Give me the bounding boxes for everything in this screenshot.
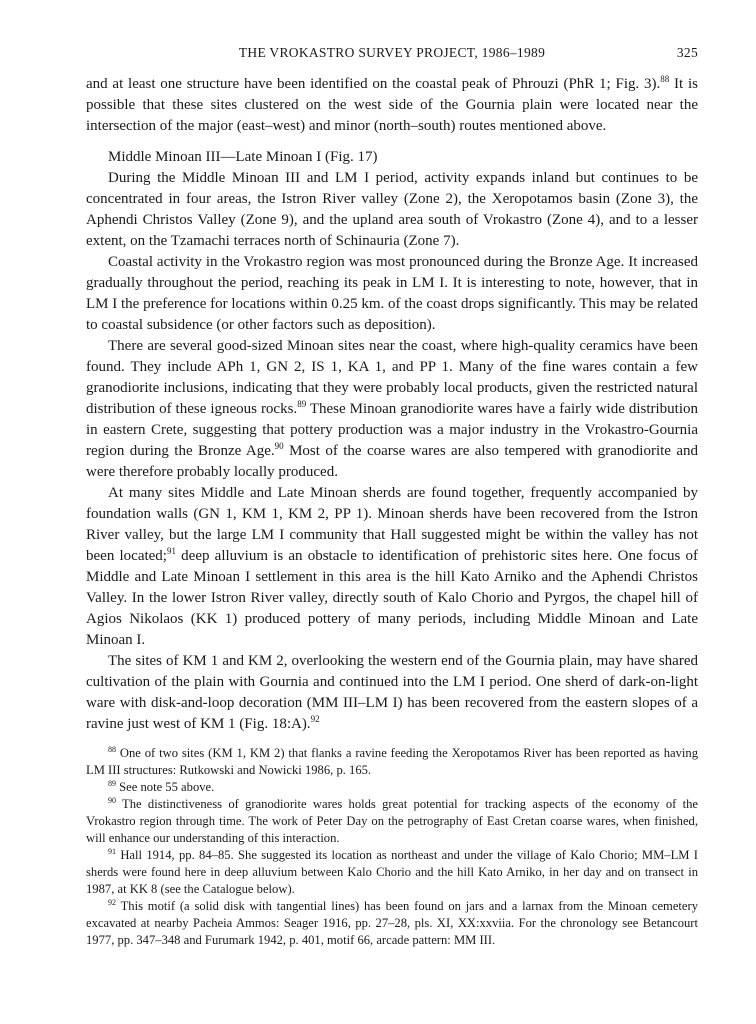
note-ref-91: 91	[166, 546, 176, 556]
note-ref-92: 92	[310, 714, 320, 724]
paragraph-km-sites: The sites of KM 1 and KM 2, overlooking the western end of the Gournia plain, may have shared cultivation of the plain with Gournia and continued into the LM I period. One sherd of dark-on-light ware with disk-and-loop decoration (MM III–LM I) has been recovered from the eastern slopes of a ravine just west of KM 1 (Fig. 18:A).$^{92}$	[86, 653, 698, 732]
journal-page	[86, 40, 698, 949]
running-title: THE VROKASTRO SURVEY PROJECT, 1986–1989	[238, 45, 546, 60]
paragraph-continued: and at least one structure have been identified on the coastal peak of Phrouzi (PhR 1; Fig. 3).$^{88}$ It is possible that these sites clustered on the west side of the Gournia plain were located near the intersection of the major (east–west) and minor (north–south) routes mentioned above.	[86, 74, 698, 134]
body-text	[86, 74, 698, 735]
paragraph-coastal: Coastal activity in the Vrokastro region was most pronounced during the Bronze Age. It increased gradually throughout the period, reaching its peak in LM I. It is interesting to note, however, that in LM I the preference for locations within 0.25 km. of the coast drops significantly. This may be related to coastal subsidence (or other factors such as deposition).	[86, 254, 698, 333]
paragraph-sherds: At many sites Middle and Late Minoan sherds are found together, frequently accompanied by foundation walls (GN 1, KM 1, KM 2, PP 1). Minoan sherds have been recovered from the Istron River valley, but the large LM I community that Hall suggested might be within the valley has not been located;$^{91}$ deep alluvium is an obstacle to identification of prehistoric sites here. One focus of Middle and Late Minoan I settlement in this area is the hill Kato Arniko and the Aphendi Christos Valley. In the lower Istron River valley, directly south of Kalo Chorio and Pyrgos, the chapel hill of Agios Nikolaos (KK 1) produced pottery of many periods, including Middle Minoan and Late Minoan I.	[86, 485, 699, 648]
footnote: $^{88}$ One of two sites (KM 1, KM 2) that flanks a ravine feeding the Xeropotamos River has been reported as having LM III structures: Rutkowski and Nowicki 1986, p. 165.	[86, 745, 698, 777]
footnotes	[86, 745, 698, 949]
footnote: $^{91}$ Hall 1914, pp. 84–85. She suggested its location as northeast and under the village of Kalo Chorio; MM–LM I sherds were found here in deep alluvium between Kalo Chorio and the hill Kato Arniko, in her day and on transect in 1987, at KK 8 (see the Catalogue below).	[86, 847, 698, 896]
paragraph-minoan-sites: There are several good-sized Minoan sites near the coast, where high-quality ceramics have been found. They include APh 1, GN 2, IS 1, KA 1, and PP 1. Many of the fine wares contain a few granodiorite inclusions, indicating that they were probably local products, given the restricted natural distribution of these igneous rocks.$^{89}$ These Minoan granodiorite wares have a fairly wide distribution in eastern Crete, suggesting that pottery production was a major industry in the Vrokastro-Gournia region during the Bronze Age.$^{90}$ Most of the coarse wares are also tempered with granodiorite and were therefore probably locally produced.	[86, 338, 699, 480]
section-heading: Middle Minoan III—Late Minoan I (Fig. 17)	[108, 149, 378, 165]
note-ref-90: 90	[274, 441, 284, 451]
footnote: $^{92}$ This motif (a solid disk with tangential lines) has been found on jars and a larnax from the Minoan cemetery excavated at nearby Pacheia Ammos: Seager 1916, pp. 27–28, pls. XI, XX:xxviia. For the chronology see Betancourt 1977, pp. 347–348 and Furumark 1942, p. 401, motif 66, arcade pattern: MM III.	[86, 898, 698, 947]
page-number: 325	[676, 45, 698, 60]
footnote: $^{90}$ The distinctiveness of granodiorite wares holds great potential for tracking aspects of the economy of the Vrokastro region through time. The work of Peter Day on the petrography of East Cretan coarse wares, when finished, will enhance our understanding of this interaction.	[86, 796, 698, 845]
note-ref-88: 88	[660, 74, 670, 84]
paragraph-activity: During the Middle Minoan III and LM I period, activity expands inland but continues to be concentrated in four areas, the Istron River valley (Zone 2), the Xeropotamos basin (Zone 3), the Aphendi Christos Valley (Zone 9), and the upland area south of Vrokastro (Zone 4), and to a lesser extent, on the Tzamachi terraces north of Schinauria (Zone 7).	[86, 170, 698, 249]
footnote: $^{89}$ See note 55 above.	[108, 779, 215, 794]
note-ref-89: 89	[297, 399, 307, 409]
running-head	[86, 40, 698, 68]
